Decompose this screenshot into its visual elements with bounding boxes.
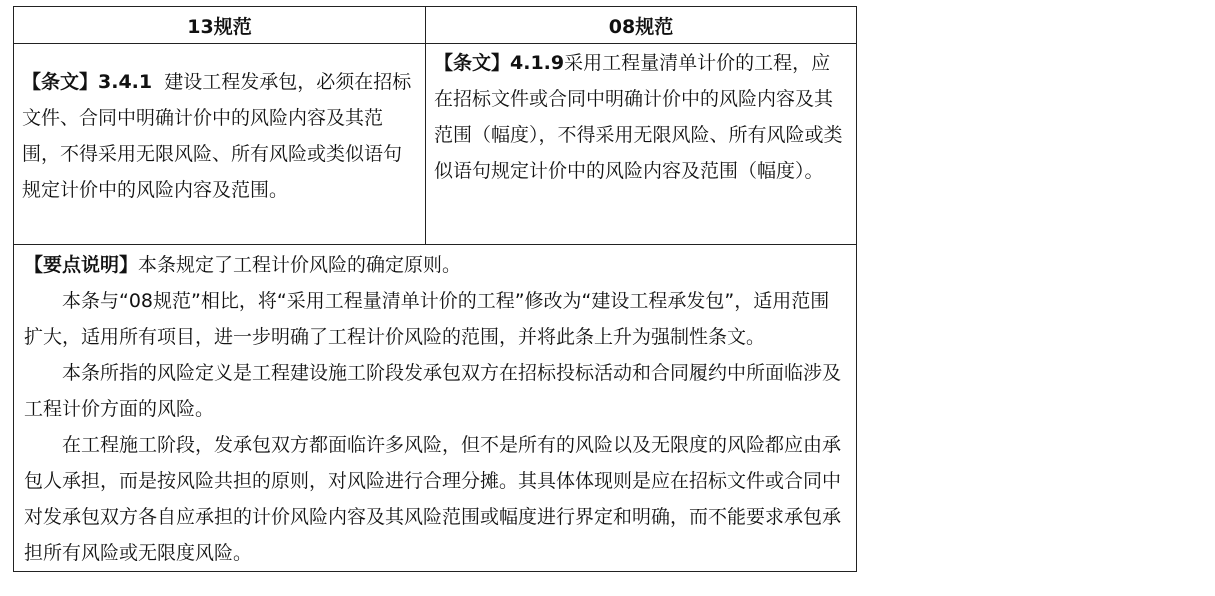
clause-13-tag: 【条文】 bbox=[22, 71, 99, 93]
clause-row bbox=[14, 44, 857, 245]
header-08-spec: 08规范 bbox=[426, 7, 857, 44]
clause-08-text: 采用工程量清单计价的工程，应在招标文件或合同中明确计价中的风险内容及其范围（幅度），不得采用无限风险、所有风险或类似语句规定计价中的风险内容及范围（幅度）。 bbox=[434, 52, 843, 182]
clause-08-cell bbox=[426, 44, 857, 245]
header-13-spec: 13规范 bbox=[14, 7, 426, 44]
notes-paragraph-1: 本条与“08规范”相比，将“采用工程量清单计价的工程”修改为“建设工程承发包”，适用范围扩大，适用所有项目，进一步明确了工程计价风险的范围，并将此条上升为强制性条文。 bbox=[24, 290, 830, 348]
notes-row bbox=[14, 245, 857, 572]
comparison-table bbox=[13, 6, 857, 572]
clause-08-tag: 【条文】 bbox=[434, 52, 511, 74]
notes-lead-text: 本条规定了工程计价风险的确定原则。 bbox=[138, 254, 462, 276]
notes-cell bbox=[14, 245, 857, 572]
notes-tag: 【要点说明】 bbox=[24, 254, 139, 276]
header-row bbox=[14, 7, 857, 44]
clause-13-text: 建设工程发承包，必须在招标文件、合同中明确计价中的风险内容及其范围，不得采用无限风险、所有风险或类似语句规定计价中的风险内容及范围。 bbox=[22, 71, 412, 201]
notes-lead bbox=[24, 247, 846, 283]
notes-paragraph-2: 本条所指的风险定义是工程建设施工阶段发承包双方在招标投标活动和合同履约中所面临涉及工程计价方面的风险。 bbox=[24, 362, 842, 420]
clause-13-cell bbox=[14, 44, 426, 245]
notes-paragraph-3: 在工程施工阶段，发承包双方都面临许多风险，但不是所有的风险以及无限度的风险都应由承包人承担，而是按风险共担的原则，对风险进行合理分摊。其具体体现则是应在招标文件或合同中对发承包双方各自应承担的计价风险内容及其风险范围或幅度进行界定和明确，而不能要求承包承担所有风险或无限度风险。 bbox=[24, 434, 842, 564]
clause-08-number: 4.1.9 bbox=[510, 52, 565, 74]
clause-13-number: 3.4.1 bbox=[98, 71, 153, 93]
